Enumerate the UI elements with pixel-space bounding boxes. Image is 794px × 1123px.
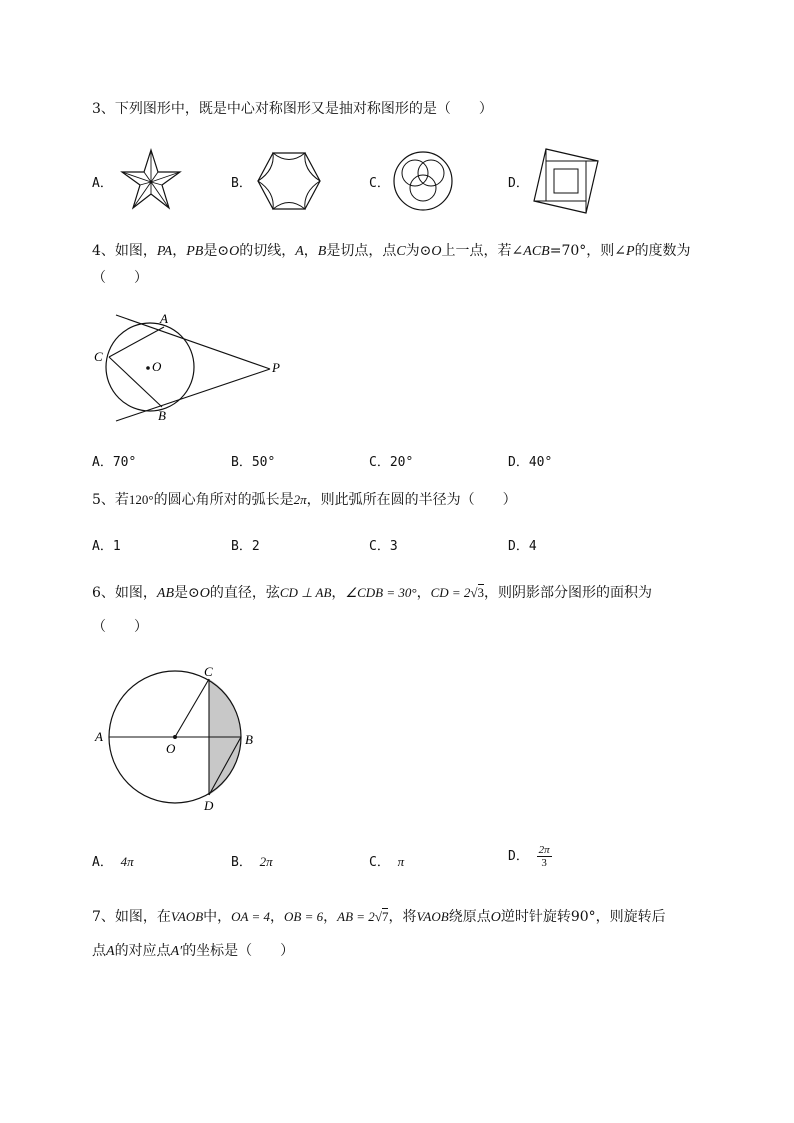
q6-label-a: A bbox=[95, 729, 103, 744]
q5-stem: 5、若120°的圆心角所对的弧长是2π，则此弧所在圆的半径为（ ） bbox=[92, 492, 517, 508]
q6-stem-line2: （ ） bbox=[92, 619, 148, 635]
q4-label-p: P bbox=[272, 360, 280, 375]
q4-stem: 4、如图，PA，PB是⊙O的切线，A，B是切点，点C为⊙O上一点，若∠ACB=70°，则∠P的度数为 bbox=[92, 243, 691, 259]
q4-label-b: B bbox=[158, 408, 166, 423]
q7-stem-line2: 点A的对应点A′的坐标是（ ） bbox=[92, 943, 295, 959]
q6-option-b: B． 2π bbox=[231, 854, 273, 870]
q4-stem-line2: （ ） bbox=[92, 270, 148, 286]
squares-figure bbox=[532, 147, 600, 215]
q4-option-b: B．50° bbox=[231, 455, 276, 470]
q6-label-c: C bbox=[204, 664, 213, 679]
q6-circle-figure bbox=[90, 660, 270, 820]
q5-option-d: D．4 bbox=[508, 539, 537, 554]
q6-option-d-fraction: $\frac{2\pi}{3}$ bbox=[538, 844, 550, 869]
q3-option-a-label: A． bbox=[92, 176, 113, 191]
star-figure bbox=[122, 148, 180, 212]
q4-label-a: A bbox=[160, 311, 168, 326]
q4-label-o: O bbox=[152, 359, 162, 374]
q6-stem: 6、如图，AB是⊙O的直径，弦CD ⊥ AB，∠CDB = 30°，CD = 2√3，则阴影部分图形的面积为 bbox=[92, 585, 653, 601]
q3-stem: 3、下列图形中，既是中心对称图形又是抽对称图形的是（ ） bbox=[92, 101, 493, 117]
q5-option-c: C．3 bbox=[369, 539, 398, 554]
q4-tangent-figure bbox=[90, 305, 290, 425]
q6-label-d: D bbox=[204, 798, 214, 813]
q6-label-b: B bbox=[245, 732, 253, 747]
q6-option-a: A． 4π bbox=[92, 854, 134, 870]
q3-option-c-label: C． bbox=[369, 176, 390, 191]
q5-option-a: A．1 bbox=[92, 539, 121, 554]
q3-option-d-label: D． bbox=[508, 176, 529, 191]
q6-label-o: O bbox=[166, 741, 176, 756]
q4-option-c: C．20° bbox=[369, 455, 414, 470]
q3-option-b-label: B． bbox=[231, 176, 252, 191]
hexagon-figure bbox=[257, 152, 321, 210]
q4-option-d: D．40° bbox=[508, 455, 553, 470]
q7-stem: 7、如图，在VAOB中，OA = 4，OB = 6，AB = 2√7，将VAOB绕原点O逆时针旋转90°，则旋转后 bbox=[92, 909, 666, 925]
q4-label-c: C bbox=[94, 349, 103, 364]
q5-option-b: B．2 bbox=[231, 539, 260, 554]
q4-option-a: A．70° bbox=[92, 455, 137, 470]
circles-figure bbox=[393, 151, 453, 211]
q6-option-c: C． π bbox=[369, 854, 405, 870]
q6-option-d: D． $\frac{2\pi}{3}$ bbox=[508, 844, 550, 869]
